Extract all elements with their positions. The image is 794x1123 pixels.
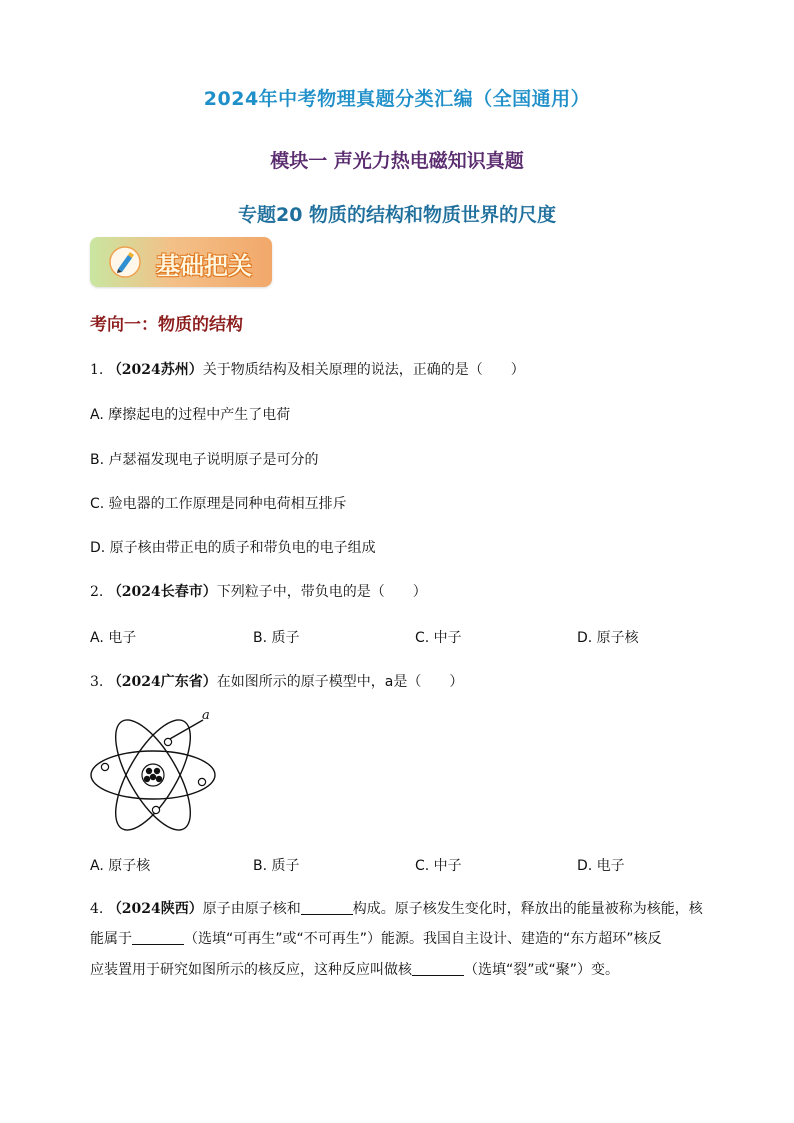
question-2-option-d: D. 原子核 xyxy=(577,630,639,646)
question-1-option-a: A. 摩擦起电的过程中产生了电荷 xyxy=(90,407,291,423)
question-number: 4. xyxy=(90,901,104,917)
question-2-stem xyxy=(90,582,427,602)
electron-a xyxy=(164,738,171,745)
module-title: 模块一 声光力热电磁知识真题 xyxy=(270,150,524,172)
question-4-line-1 xyxy=(90,899,703,919)
nucleus xyxy=(142,764,164,786)
question-text: （选填“裂”或“聚”）变。 xyxy=(464,962,620,978)
banner-label: 基础把关 xyxy=(156,252,252,280)
question-2-option-b: B. 质子 xyxy=(253,630,300,646)
question-1-option-c: C. 验电器的工作原理是同种电荷相互排斥 xyxy=(90,496,347,512)
question-number: 3. xyxy=(90,674,104,690)
question-4-line-3 xyxy=(90,960,619,980)
question-1-option-d: D. 原子核由带正电的质子和带负电的电子组成 xyxy=(90,540,376,556)
electron xyxy=(152,806,159,813)
question-1-option-b: B. 卢瑟福发现电子说明原子是可分的 xyxy=(90,452,319,468)
atom-model-diagram xyxy=(88,706,228,836)
topic-title: 专题20 物质的结构和物质世界的尺度 xyxy=(237,204,557,226)
question-source: （2024苏州） xyxy=(107,362,203,378)
question-3-option-d: D. 电子 xyxy=(577,858,625,874)
question-text: 在如图所示的原子模型中，a是（ ） xyxy=(216,674,464,690)
question-text: 关于物质结构及相关原理的说法，正确的是（ ） xyxy=(202,362,525,378)
document-title: 2024年中考物理真题分类汇编（全国通用） xyxy=(203,88,591,110)
section-heading: 考向一：物质的结构 xyxy=(90,315,243,335)
answer-blank xyxy=(132,930,184,945)
question-number: 2. xyxy=(90,584,104,600)
question-2-option-c: C. 中子 xyxy=(415,630,462,646)
electron xyxy=(198,778,205,785)
question-number: 1. xyxy=(90,362,104,378)
question-text: 能属于 xyxy=(90,931,132,947)
question-source: （2024陕西） xyxy=(107,901,203,917)
figure-label-a: a xyxy=(202,708,210,723)
question-text: 下列粒子中，带负电的是（ ） xyxy=(216,584,427,600)
question-source: （2024广东省） xyxy=(107,674,217,690)
electron xyxy=(101,763,108,770)
question-source: （2024长春市） xyxy=(107,584,217,600)
section-banner xyxy=(90,237,272,287)
question-text: （选填“可再生”或“不可再生”）能源。我国自主设计、建造的“东方超环”核反 xyxy=(184,931,662,947)
question-2-option-a: A. 电子 xyxy=(90,630,137,646)
answer-blank xyxy=(301,900,353,915)
question-text: 应装置用于研究如图所示的核反应，这种反应叫做核 xyxy=(90,962,412,978)
question-3-option-a: A. 原子核 xyxy=(90,858,151,874)
question-1-stem xyxy=(90,360,525,380)
answer-blank xyxy=(412,961,464,976)
question-3-option-c: C. 中子 xyxy=(415,858,462,874)
topic-title-clip xyxy=(0,196,794,226)
pen-icon xyxy=(108,245,142,279)
question-4-line-2 xyxy=(90,929,662,949)
question-3-option-b: B. 质子 xyxy=(253,858,300,874)
question-text: 原子由原子核和 xyxy=(202,901,301,917)
question-3-stem xyxy=(90,672,463,692)
question-text: 构成。原子核发生变化时，释放出的能量被称为核能，核 xyxy=(352,901,703,917)
